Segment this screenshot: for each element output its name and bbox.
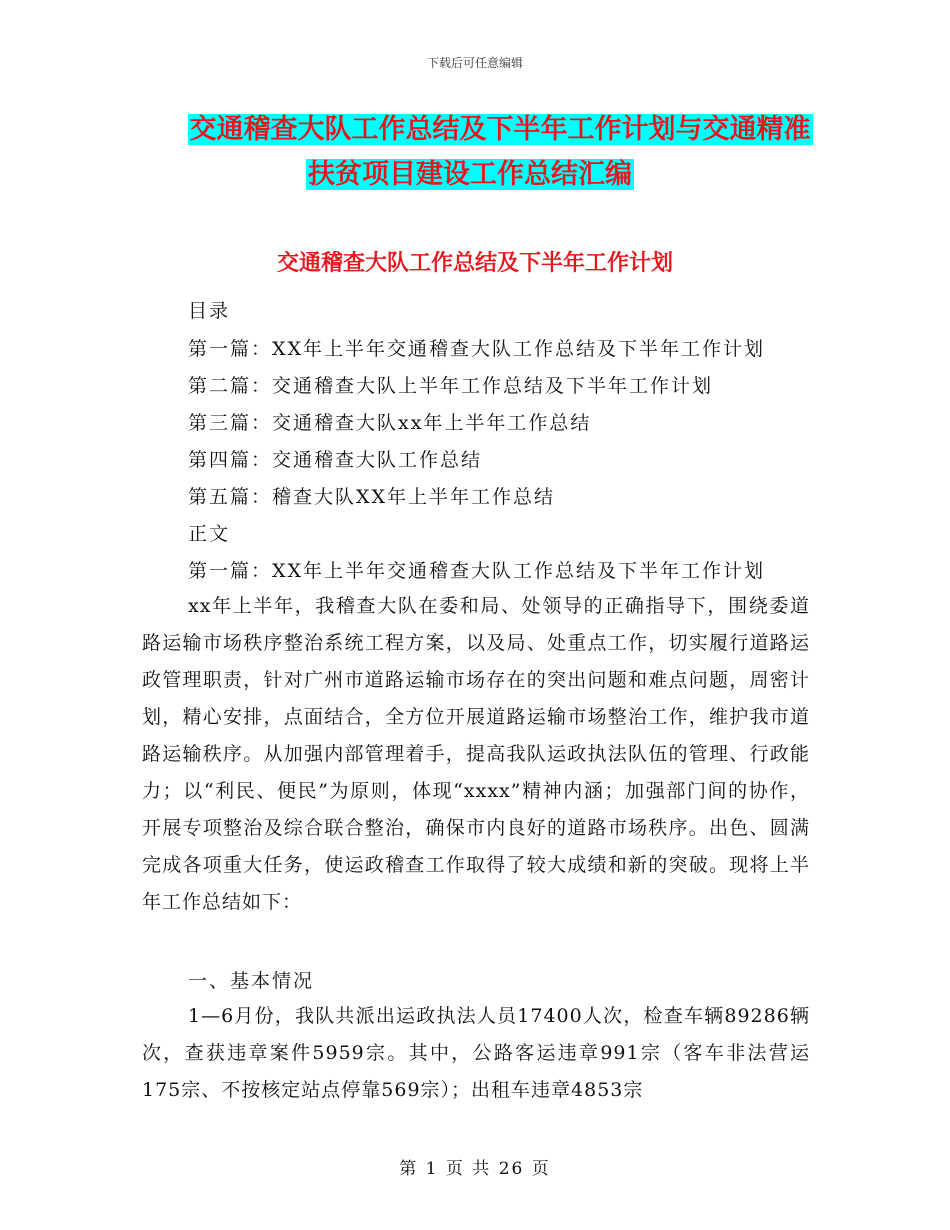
toc-item: 第五篇：稽查大队XX年上半年工作总结 bbox=[188, 486, 556, 508]
toc-item: 第一篇：XX年上半年交通稽查大队工作总结及下半年工作计划 bbox=[188, 338, 766, 360]
page-footer: 第 1 页 共 26 页 bbox=[399, 1159, 551, 1179]
main-title-line2: 扶贫项目建设工作总结汇编 bbox=[308, 159, 632, 190]
body-heading: 正文 bbox=[188, 523, 231, 545]
paragraph-basic-info: 1—6月份，我队共派出运政执法人员17400人次，检查车辆89286辆次，查获违章案件5959宗。其中，公路客运违章991宗（客车非法营运175宗、不按核定站点停靠569宗）；出租车违章4853宗 bbox=[142, 1005, 810, 1101]
header-note: 下载后可任意编辑 bbox=[426, 56, 523, 70]
chapter-heading: 第一篇：XX年上半年交通稽查大队工作总结及下半年工作计划 bbox=[188, 560, 766, 582]
toc-item: 第四篇：交通稽查大队工作总结 bbox=[188, 449, 483, 471]
toc-heading: 目录 bbox=[188, 300, 231, 322]
subtitle: 交通稽查大队工作总结及下半年工作计划 bbox=[276, 251, 673, 276]
paragraph-intro: xx年上半年，我稽查大队在委和局、处领导的正确指导下，围绕委道路运输市场秩序整治系统工程方案，以及局、处重点工作，切实履行道路运政管理职责，针对广州市道路运输市场存在的突出问题和难点问题，周密计划，精心安排，点面结合，全方位开展道路运输市场整治工作，维护我市道路运输秩序。从加强内部管理着手，提高我队运政执法队伍的管理、行政能力；以“利民、便民”为原则，体现“xxxx”精神内涵；加强部门间的协作，开展专项整治及综合联合整治，确保市内良好的道路市场秩序。出色、圆满完成各项重大任务，使运政稽查工作取得了较大成绩和新的突破。现将上半年工作总结如下： bbox=[142, 595, 810, 913]
section-heading: 一、基本情况 bbox=[188, 970, 315, 992]
toc-item: 第三篇：交通稽查大队xx年上半年工作总结 bbox=[188, 412, 592, 434]
toc-item: 第二篇：交通稽查大队上半年工作总结及下半年工作计划 bbox=[188, 375, 714, 397]
main-title-line1: 交通稽查大队工作总结及下半年工作计划与交通精准 bbox=[189, 114, 811, 145]
